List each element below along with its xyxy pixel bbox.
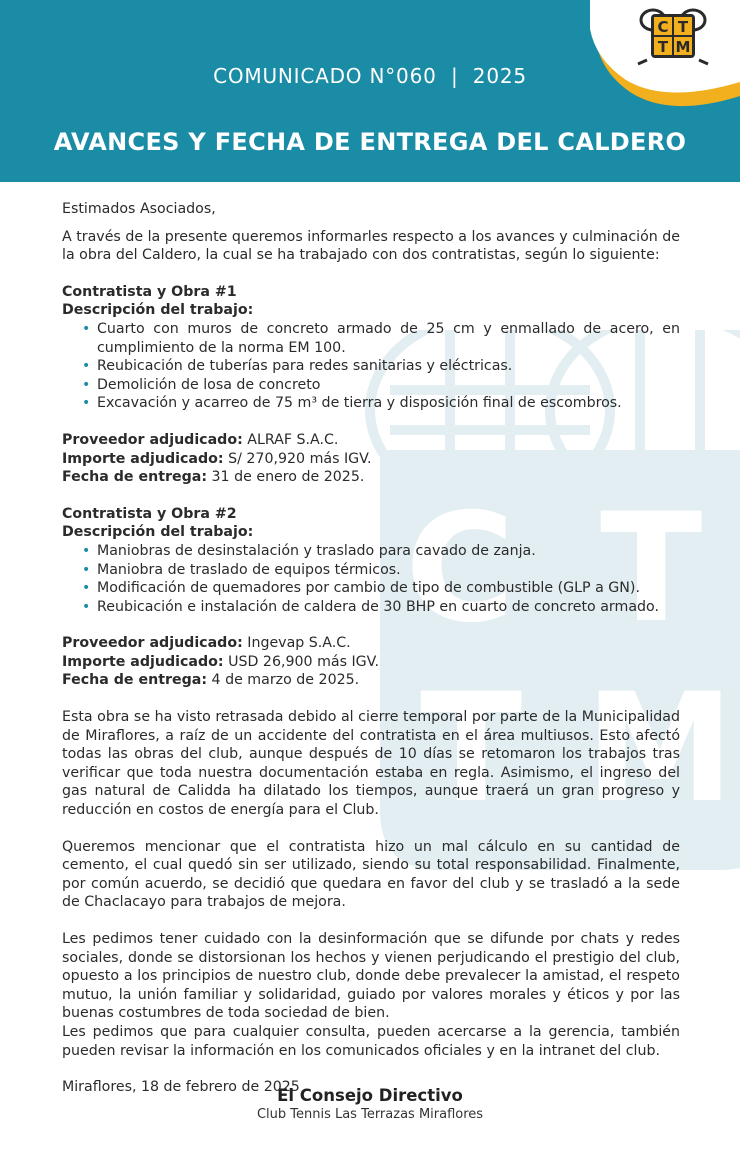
communique-number: COMUNICADO N°060 | 2025 (213, 64, 527, 88)
misinformation-paragraph: Les pedimos tener cuidado con la desinformación que se difunde por chats y redes sociales, donde se distorsionan los hechos y vienen perjudicando el prestigio del club, opuesto a los principios de nuestro club, donde debe prevalecer la amistad, el respeto mutuo, la unión familiar y solidaridad, guiado por valores morales y éticos y por las buenas costumbres de toda sociedad de bien. (62, 931, 680, 1022)
bullet-icon: • (82, 598, 91, 615)
obra2-importe: Importe adjudicado: USD 26,900 más IGV. (62, 653, 380, 670)
bullet-icon: • (82, 542, 91, 559)
bullet-icon: • (82, 358, 91, 375)
obra1-desc-title: Descripción del trabajo: (62, 302, 254, 319)
obra1-proveedor: Proveedor adjudicado: ALRAF S.A.C. (62, 431, 339, 448)
obra2-items (62, 542, 680, 616)
signature-title: El Consejo Directivo (277, 1086, 463, 1105)
list-item: • Maniobras de desinstalación y traslado para cavado de zanja. (82, 542, 536, 559)
signature-subtitle: Club Tennis Las Terrazas Miraflores (256, 1107, 484, 1122)
signature-block (0, 1086, 740, 1122)
svg-text:M: M (585, 662, 735, 836)
obra1-section (62, 283, 680, 487)
bullet-icon: • (82, 376, 91, 393)
bullet-icon: • (82, 395, 91, 412)
obra2-proveedor: Proveedor adjudicado: Ingevap S.A.C. (62, 635, 351, 652)
header-banner (0, 0, 740, 182)
obra2-section (62, 505, 680, 690)
bullet-icon: • (82, 320, 91, 337)
bullet-icon: • (82, 580, 91, 597)
cement-paragraph: Queremos mencionar que el contratista hizo un mal cálculo en su cantidad de cemento, el cual quedó sin ser utilizado, siendo su total responsabilidad. Finalmente, por común acuerdo, se decidió que quedara en favor del club y se trasladó a la sede de Chaclacayo para trabajos de mejora. (62, 838, 680, 911)
delay-paragraph: Esta obra se ha visto retrasada debido al cierre temporal por parte de la Municipalidad de Miraflores, a raíz de un accidente del contratista en el área multiusos. Esto afectó todas las obras del club, aunque después de 10 días se retomaron los trabajos tras verificar que toda nuestra documentación estaba en regla. Asimismo, el ingreso del gas natural de Calidda ha dilatado los tiempos, aunque traerá un gran progreso y reducción en costos de energía para el Club. (62, 709, 680, 819)
obra2-title: Contratista y Obra #2 (62, 505, 237, 522)
list-item: • Demolición de losa de concreto (82, 376, 321, 393)
list-item: • Reubicación e instalación de caldera de 30 BHP en cuarto de concreto armado. (82, 598, 659, 615)
greeting: Estimados Asociados, (62, 201, 216, 217)
club-logo-icon (590, 0, 740, 110)
list-item: • Cuarto con muros de concreto armado de 25 cm y enmallado de acero, en cumplimiento de la norma EM 100. (82, 320, 680, 356)
date-line: Miraflores, 18 de febrero de 2025 (62, 1079, 300, 1096)
svg-text:T: T (677, 18, 689, 36)
obra1-items (62, 320, 680, 413)
obra1-title: Contratista y Obra #1 (62, 283, 237, 300)
obra2-fecha: Fecha de entrega: 4 de marzo de 2025. (62, 672, 360, 689)
svg-text:C: C (657, 18, 669, 36)
obra1-fecha: Fecha de entrega: 31 de enero de 2025. (62, 469, 365, 486)
svg-text:T: T (420, 662, 523, 836)
intro-paragraph: A través de la presente queremos informarles respecto a los avances y culminación de la obra del Caldero, la cual se ha trabajado con dos contratistas, según lo siguiente: (62, 228, 680, 264)
page-title: AVANCES Y FECHA DE ENTREGA DEL CALDERO (53, 128, 687, 156)
list-item: • Excavación y acarreo de 75 m³ de tierra y disposición final de escombros. (82, 395, 622, 412)
list-item: • Reubicación de tuberías para redes sanitarias y eléctricas. (82, 358, 513, 375)
letter-body (62, 200, 680, 1097)
svg-text:M: M (675, 38, 691, 56)
obra2-desc-title: Descripción del trabajo: (62, 524, 254, 541)
bullet-icon: • (82, 561, 91, 578)
svg-text:T: T (600, 482, 703, 656)
contact-paragraph: Les pedimos que para cualquier consulta, pueden acercarse a la gerencia, también pueden revisar la información en los comunicados oficiales y en la intranet del club. (62, 1023, 680, 1059)
svg-text:T: T (657, 38, 669, 56)
obra1-importe: Importe adjudicado: S/ 270,920 más IGV. (62, 450, 372, 467)
svg-text:C: C (405, 482, 516, 656)
list-item: • Maniobra de traslado de equipos térmicos. (82, 561, 401, 578)
list-item: • Modificación de quemadores por cambio de tipo de combustible (GLP a GN). (82, 580, 640, 597)
